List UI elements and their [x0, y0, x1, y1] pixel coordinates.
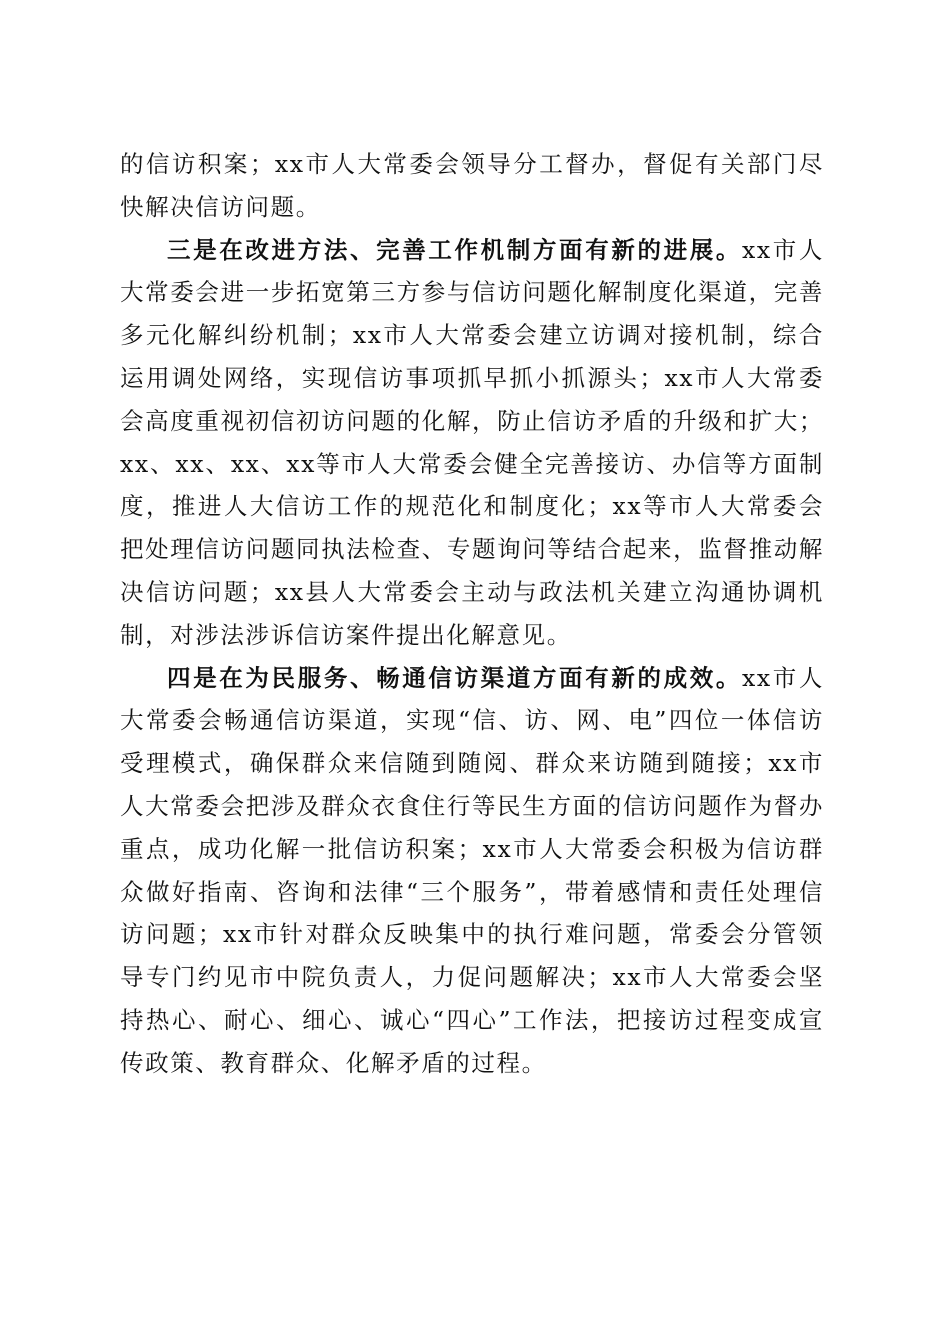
paragraph-fourth-point [120, 657, 824, 1085]
document-body [120, 143, 824, 1085]
paragraph-text: xx市人大常委会进一步拓宽第三方参与信访问题化解制度化渠道，完善多元化解纠纷机制；xx市人大常委会建立访调对接机制，综合运用调处网络，实现信访事项抓早抓小抓源头；xx市人大常委会高度重视初信初访问题的化解，防止信访矛盾的升级和扩大；xx、xx、xx、xx等市人大常委会健全完善接访、办信等方面制度，推进人大信访工作的规范化和制度化；xx等市人大常委会把处理信访问题同执法检查、专题询问等结合起来，监督推动解决信访问题；xx县人大常委会主动与政法机关建立沟通协调机制，对涉法涉诉信访案件提出化解意见。 [120, 235, 824, 649]
paragraph-continuation [120, 143, 824, 229]
paragraph-text: xx市人大常委会畅通信访渠道，实现“信、访、网、电”四位一体信访受理模式，确保群众来信随到随阅、群众来访随到随接；xx市人大常委会把涉及群众衣食住行等民生方面的信访问题作为督办重点，成功化解一批信访积案；xx市人大常委会积极为信访群众做好指南、咨询和法律“三个服务”，带着感情和责任处理信访问题；xx市针对群众反映集中的执行难问题，常委会分管领导专门约见市中院负责人，力促问题解决；xx市人大常委会坚持热心、耐心、细心、诚心“四心”工作法，把接访过程变成宣传政策、教育群众、化解矛盾的过程。 [120, 663, 824, 1077]
paragraph-third-point [120, 229, 824, 657]
paragraph-text: 的信访积案；xx市人大常委会领导分工督办，督促有关部门尽快解决信访问题。 [120, 150, 824, 221]
paragraph-lead: 三是在改进方法、完善工作机制方面有新的进展。 [167, 235, 743, 264]
paragraph-lead: 四是在为民服务、畅通信访渠道方面有新的成效。 [167, 663, 743, 692]
